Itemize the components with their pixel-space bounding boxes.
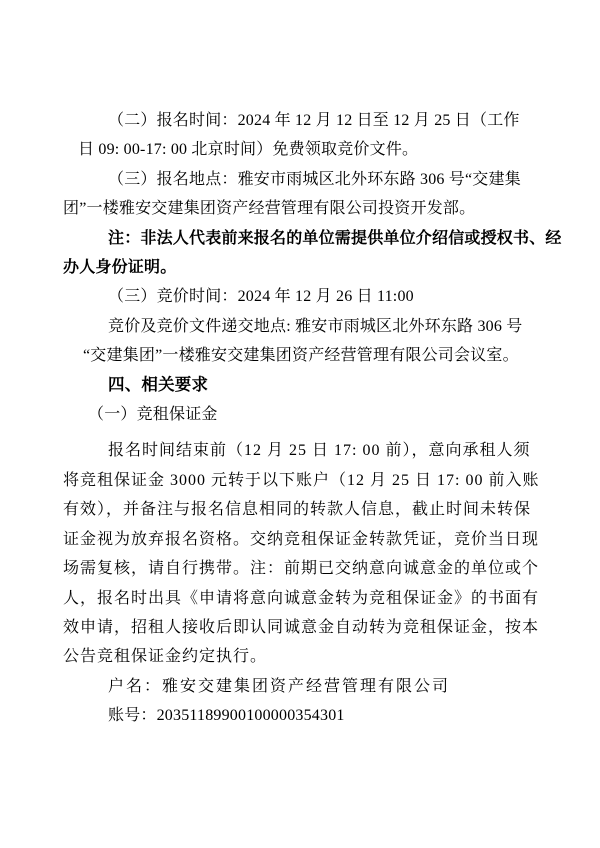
registration-time-line-2: 日 09: 00-17: 00 北京时间）免费领取竞价文件。 xyxy=(78,141,419,159)
submission-place-line-2: “交建集团”一楼雅安交建集团资产经营管理有限公司会议室。 xyxy=(83,347,519,365)
deposit-paragraph-line-7: 效申请，招租人接收后即认同诚意金自动转为竞租保证金，按本 xyxy=(63,618,540,636)
account-holder-line: 户名：雅安交建集团资产经营管理有限公司 xyxy=(108,677,451,695)
registration-place-line-2: 团”一楼雅安交建集团资产经营管理有限公司投资开发部。 xyxy=(63,200,476,218)
deposit-paragraph-line-4: 证金视为放弃报名资格。交纳竞租保证金转款凭证，竞价当日现 xyxy=(63,530,540,548)
deposit-paragraph-line-8: 公告竞租保证金约定执行。 xyxy=(63,648,268,666)
section-heading: 四、相关要求 xyxy=(108,375,209,394)
deposit-paragraph-line-5: 场需复核，请自行携带。注：前期已交纳意向诚意金的单位或个 xyxy=(63,560,540,578)
deposit-subheading: （一）竞租保证金 xyxy=(88,406,218,424)
note-line-1: 注：非法人代表前来报名的单位需提供单位介绍信或授权书、经 xyxy=(108,229,562,247)
registration-time-line-1: （二）报名时间：2024 年 12 月 12 日至 12 月 25 日（工作 xyxy=(108,112,520,129)
deposit-paragraph-line-1: 报名时间结束前（12 月 25 日 17: 00 前），意向承租人须 xyxy=(108,442,531,460)
note-line-2: 办人身份证明。 xyxy=(63,259,177,277)
registration-place-line-1: （三）报名地点：雅安市雨城区北外环东路 306 号“交建集 xyxy=(108,170,521,188)
deposit-paragraph-line-6: 人，报名时出具《申请将意向诚意金转为竞租保证金》的书面有 xyxy=(63,589,540,607)
deposit-paragraph-line-3: 有效），并备注与报名信息相同的转款人信息，截止时间未转保 xyxy=(63,501,532,519)
account-number-line: 账号：20351189900100000354301 xyxy=(108,707,345,725)
submission-place-line-1: 竞价及竞价文件递交地点: 雅安市雨城区北外环东路 306 号 xyxy=(108,317,523,335)
bidding-time-line: （三）竞价时间：2024 年 12 月 26 日 11:00 xyxy=(108,288,414,306)
deposit-paragraph-line-2: 将竞租保证金 3000 元转于以下账户（12 月 25 日 17: 00 前入账 xyxy=(63,471,540,489)
